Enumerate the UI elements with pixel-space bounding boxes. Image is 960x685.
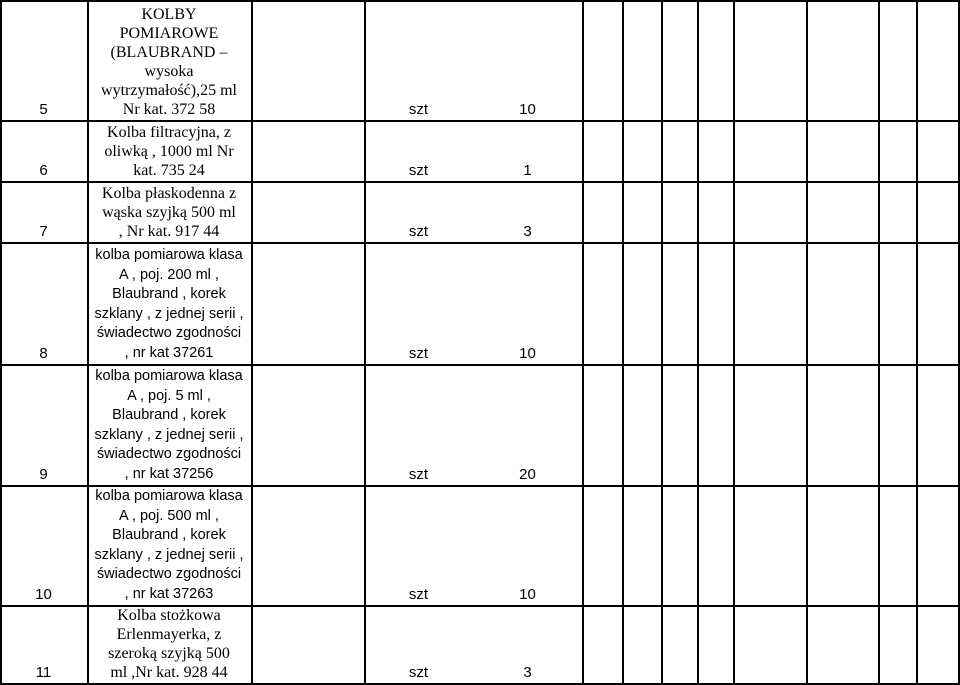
unit-label: szt <box>408 664 429 681</box>
grid-line <box>697 0 699 685</box>
item-description: Kolba stożkowa Erlenmayerka, z szeroką szyjką 500 ml ,Nr kat. 928 44 <box>108 607 230 681</box>
quantity-value: 20 <box>519 466 536 483</box>
unit-label: szt <box>408 586 429 603</box>
quantity-value: 1 <box>523 162 532 179</box>
grid-line <box>582 0 584 685</box>
unit-label: szt <box>408 466 429 483</box>
quantity-value: 10 <box>519 345 536 362</box>
row-number: 9 <box>39 466 48 483</box>
quantity-value: 10 <box>519 586 536 603</box>
unit-label: szt <box>408 345 429 362</box>
row-number: 8 <box>39 345 48 362</box>
grid-line <box>916 0 918 685</box>
grid-line <box>622 0 624 685</box>
item-description: kolba pomiarowa klasa A , poj. 5 ml , Blaubrand , korek szklany , z jednej serii , świadectwo zgodności , nr kat 37256 <box>94 368 244 482</box>
item-description: Kolba płaskodenna z wąska szyjką 500 ml , Nr kat. 917 44 <box>101 185 237 240</box>
unit-label: szt <box>408 162 429 179</box>
grid-line <box>878 0 880 685</box>
row-number: 5 <box>39 101 48 118</box>
quantity-value: 10 <box>519 101 536 118</box>
grid-line <box>251 0 253 685</box>
grid-line <box>0 683 960 685</box>
item-description: kolba pomiarowa klasa A , poj. 200 ml , Blaubrand , korek szklany , z jednej serii , świadectwo zgodności , nr kat 37261 <box>94 247 244 361</box>
grid-line <box>806 0 808 685</box>
quantity-value: 3 <box>523 223 532 240</box>
unit-label: szt <box>408 223 429 240</box>
item-description: KOLBY POMIAROWE (BLAUBRAND – wysoka wytrzymałość),25 ml Nr kat. 372 58 <box>101 6 237 118</box>
row-number: 6 <box>39 162 48 179</box>
grid-line <box>661 0 663 685</box>
row-number: 11 <box>35 664 52 681</box>
grid-line <box>733 0 735 685</box>
item-description: Kolba filtracyjna, z oliwką , 1000 ml Nr kat. 735 24 <box>104 124 234 179</box>
row-number: 7 <box>39 223 48 240</box>
item-description: kolba pomiarowa klasa A , poj. 500 ml , Blaubrand , korek szklany , z jednej serii , świadectwo zgodności , nr kat 37263 <box>94 488 244 602</box>
quantity-value: 3 <box>523 664 532 681</box>
row-number: 10 <box>35 586 52 603</box>
unit-label: szt <box>408 101 429 118</box>
grid-line <box>958 0 960 685</box>
